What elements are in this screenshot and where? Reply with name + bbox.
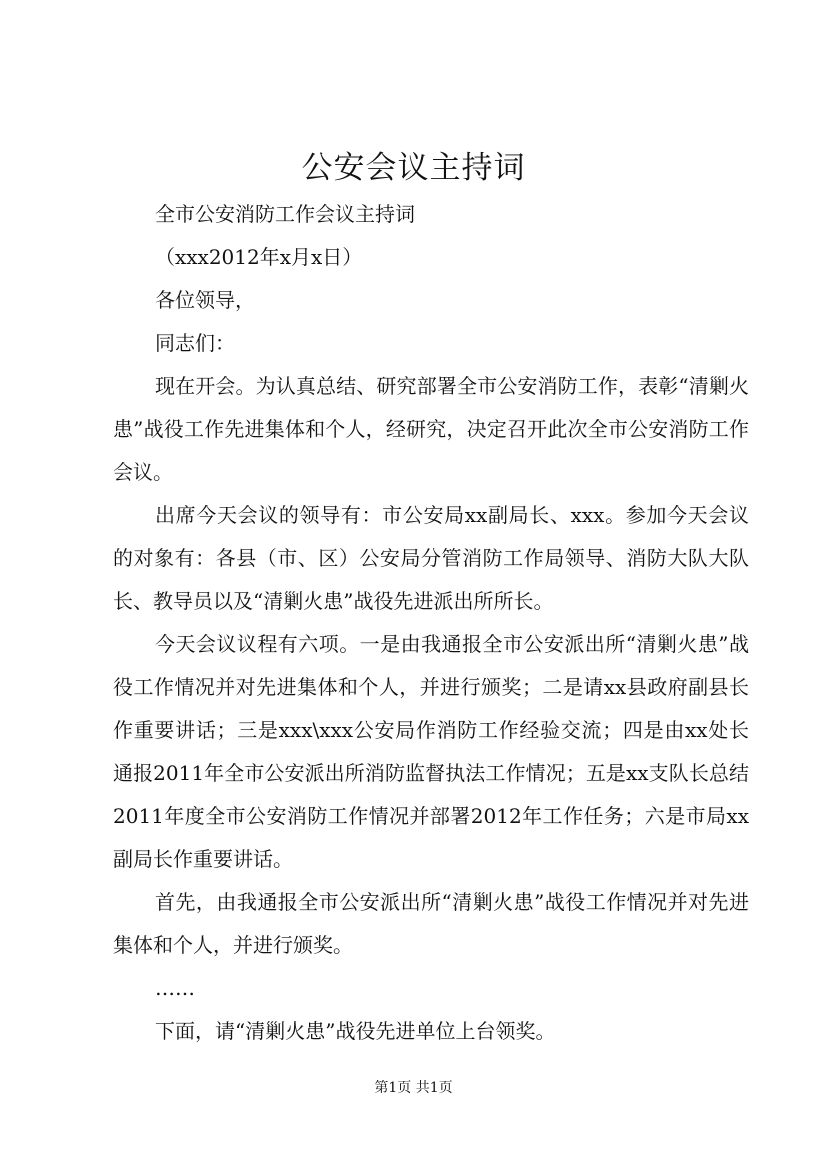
paragraph-date: （xxx2012年x月x日）: [155, 245, 363, 269]
paragraph-agenda: 今天会议议程有六项。一是由我通报全市公安派出所“清剿火患”战役工作情况并对先进集体和个人，并进行颁奖；二是请xx县政府副县长作重要讲话；三是xxx\xxx公安局作消防工作经验交流；四是由xx处长通报2011年全市公安派出所消防监督执法工作情况；五是xx支队长总结2011年度全市公安消防工作情况并部署2012年工作任务；六是市局xx副局长作重要讲话。: [113, 632, 749, 871]
paragraph-opening: 现在开会。为认真总结、研究部署全市公安消防工作，表彰“清剿火患”战役工作先进集体和个人，经研究，决定召开此次全市公安消防工作会议。: [113, 374, 749, 484]
document-body: [113, 193, 749, 1053]
page-footer: 第1页 共1页: [374, 1080, 453, 1096]
paragraph-attendees: 出席今天会议的领导有：市公安局xx副局长、xxx。参加今天会议的对象有：各县（市、区）公安局分管消防工作局领导、消防大队大队长、教导员以及“清剿火患”战役先进派出所所长。: [113, 503, 749, 613]
paragraph-ellipsis: ……: [155, 976, 195, 1000]
paragraph-award: 下面，请“清剿火患”战役先进单位上台领奖。: [155, 1019, 556, 1043]
document-title: 公安会议主持词: [301, 150, 526, 186]
paragraph-first-item: 首先，由我通报全市公安派出所“清剿火患”战役工作情况并对先进集体和个人，并进行颁奖。: [113, 890, 749, 957]
paragraph-greeting-leaders: 各位领导，: [155, 288, 255, 312]
paragraph-greeting-comrades: 同志们：: [155, 331, 235, 355]
paragraph-subtitle: 全市公安消防工作会议主持词: [155, 202, 415, 226]
